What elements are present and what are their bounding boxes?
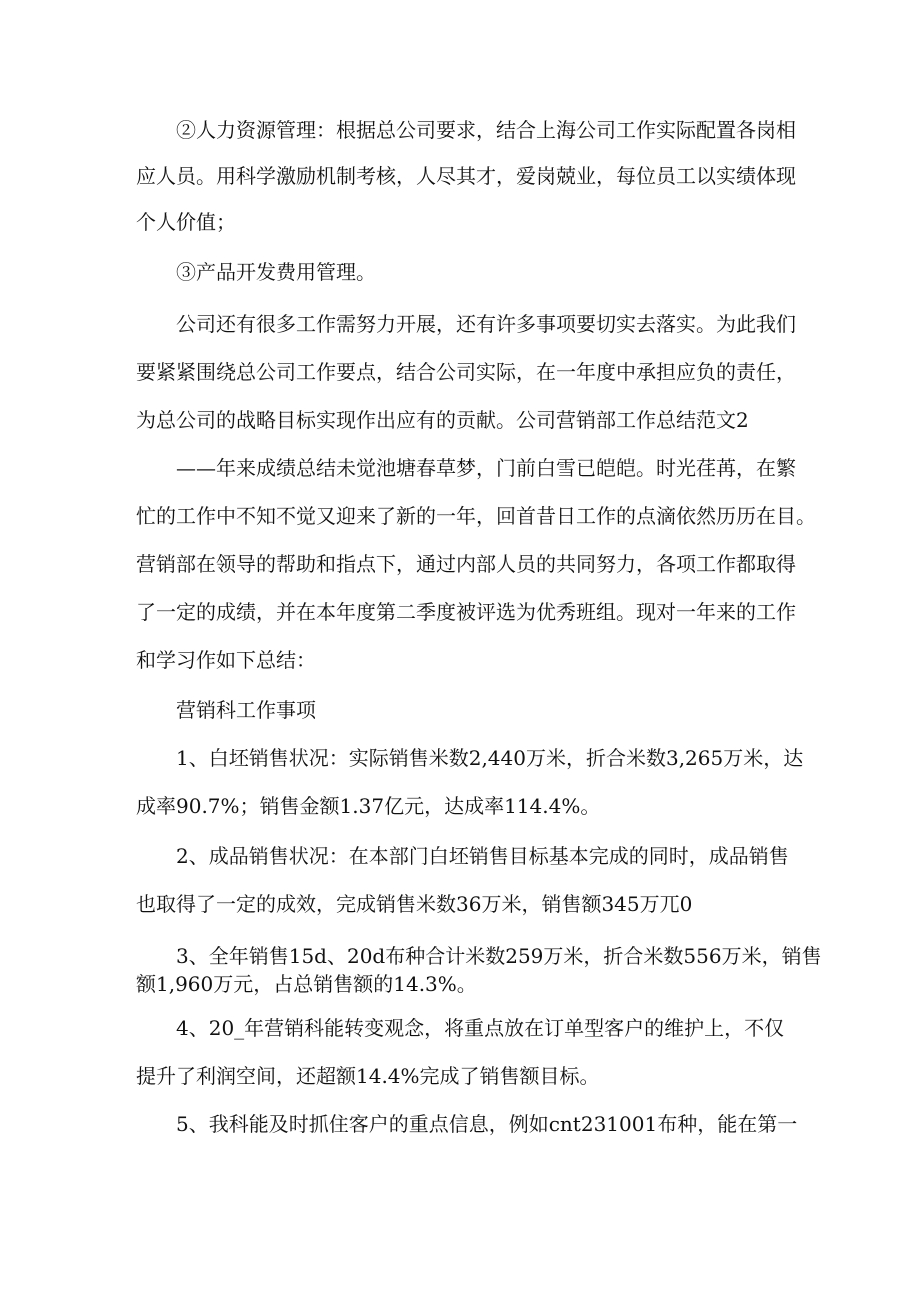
text-line: 为总公司的战略目标实现作出应有的贡献。公司营销部工作总结范文2 (136, 408, 749, 432)
text-line: ②人力资源管理：根据总公司要求，结合上海公司工作实际配置各岗相 (176, 118, 796, 142)
text-line: 个人价值； (136, 210, 236, 234)
text-line: 和学习作如下总结： (136, 648, 316, 672)
text-line: ——年来成绩总结未觉池塘春草梦，门前白雪已皑皑。时光荏苒，在繁 (176, 456, 796, 480)
section-heading: 营销科工作事项 (176, 698, 316, 722)
list-item-text: 3、全年销售15d、20d布种合计米数259万米，折合米数556万米，销售 (176, 944, 822, 968)
list-item-text: 额1,960万元，占总销售额的14.3%。 (136, 972, 477, 996)
list-item-text: 成率90.7%；销售金额1.37亿元，达成率114.4%。 (136, 794, 601, 818)
text-line: 营销部在领导的帮助和指点下，通过内部人员的共同努力，各项工作都取得 (136, 552, 796, 576)
text-line: 要紧紧围绕总公司工作要点，结合公司实际，在一年度中承担应负的责任， (136, 360, 796, 384)
list-item-text: 2、成品销售状况：在本部门白坯销售目标基本完成的同时，成品销售 (176, 844, 789, 868)
list-item-text: 提升了利润空间，还超额14.4%完成了销售额目标。 (136, 1064, 600, 1088)
text-line: ③产品开发费用管理。 (176, 260, 376, 284)
text-line: 应人员。用科学激励机制考核，人尽其才，爱岗兢业，每位员工以实绩体现 (136, 164, 796, 188)
list-item-text: 也取得了一定的成效，完成销售米数36万米，销售额345万兀0 (136, 892, 693, 916)
list-item-text: 4、20_年营销科能转变观念，将重点放在订单型客户的维护上，不仅 (176, 1016, 785, 1040)
list-item-text: 5、我科能及时抓住客户的重点信息，例如cnt231001布种，能在第一 (176, 1112, 798, 1136)
text-line: 了一定的成绩，并在本年度第二季度被评选为优秀班组。现对一年来的工作 (136, 600, 796, 624)
list-item-text: 1、白坯销售状况：实际销售米数2,440万米，折合米数3,265万米，达 (176, 746, 804, 770)
text-line: 忙的工作中不知不觉又迎来了新的一年，回首昔日工作的点滴依然历历在目。 (136, 504, 816, 528)
text-line: 公司还有很多工作需努力开展，还有许多事项要切实去落实。为此我们 (176, 312, 796, 336)
